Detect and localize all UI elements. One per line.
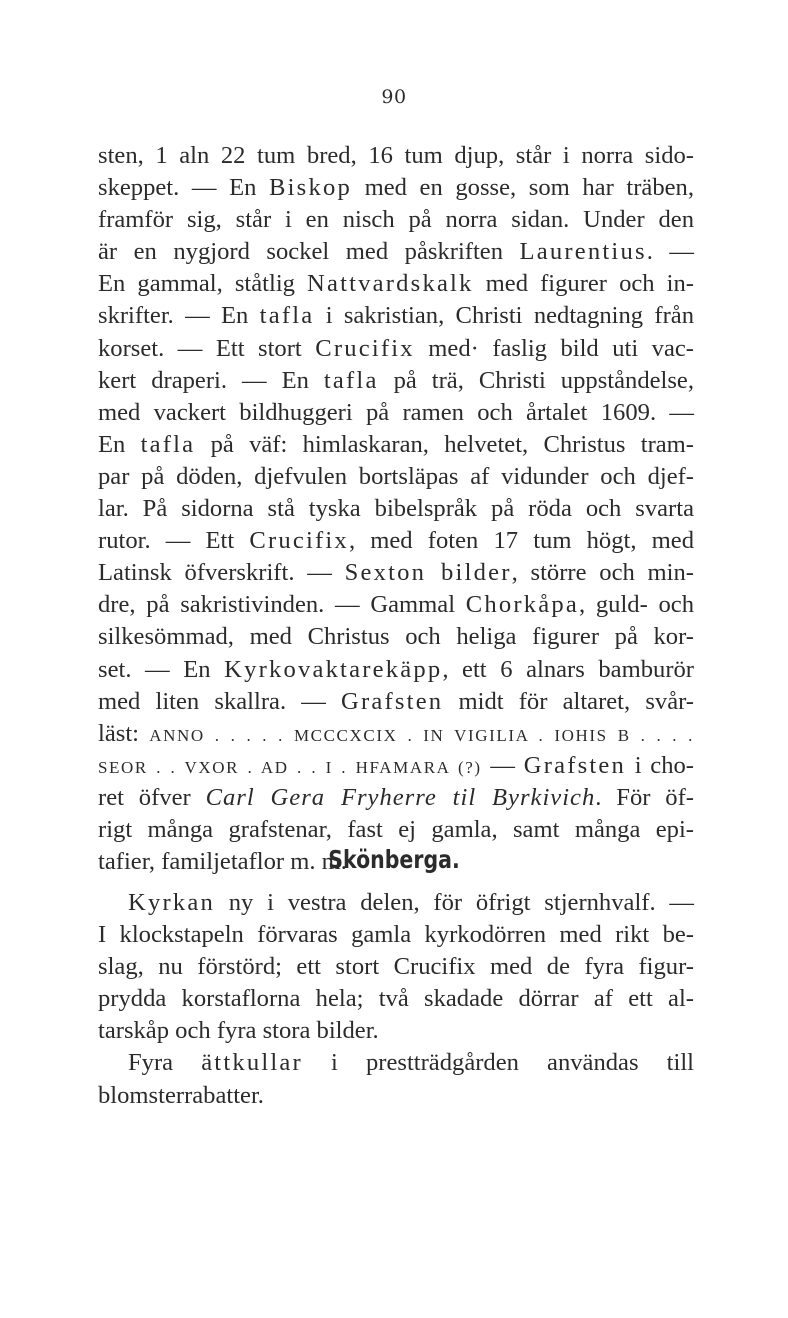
text-run: dre, på sakristivinden. — Gammal bbox=[98, 591, 466, 619]
text-run: med en gosse, som har träben, bbox=[351, 174, 694, 202]
page-number: 90 bbox=[381, 86, 407, 108]
text-line bbox=[98, 300, 694, 332]
text-run: . — bbox=[646, 238, 694, 266]
text-line bbox=[98, 204, 694, 236]
text-line bbox=[98, 686, 694, 718]
emphasized-term: Crucifix bbox=[315, 334, 415, 362]
text-run: silkesömmad, med Christus och heliga figurer på kor- bbox=[98, 623, 694, 651]
text-run: skeppet. — En bbox=[98, 174, 270, 202]
text-run: En bbox=[98, 430, 141, 458]
text-line bbox=[98, 887, 694, 919]
emphasized-term: Chorkåpa bbox=[465, 591, 579, 619]
text-line bbox=[98, 1047, 694, 1079]
emphasized-term: Biskop bbox=[269, 174, 352, 202]
text-run: rigt många grafstenar, fast ej gamla, samt många epi- bbox=[98, 815, 694, 843]
emphasized-term: Grafsten bbox=[523, 751, 627, 779]
text-run: , guld- och bbox=[578, 591, 694, 619]
text-run: med figurer och in- bbox=[473, 270, 694, 298]
italic-name: Carl Gera Fryherre til Byrkivich bbox=[205, 783, 596, 811]
emphasized-term: Nattvardskalk bbox=[307, 270, 474, 298]
text-run: tafier, familjetaflor m. m. bbox=[98, 848, 347, 876]
text-line bbox=[98, 525, 694, 557]
emphasized-term: Grafsten bbox=[341, 687, 444, 715]
text-run: , med foten 17 tum högt, med bbox=[348, 527, 695, 555]
text-line bbox=[98, 1080, 694, 1112]
emphasized-term: tafla bbox=[259, 302, 315, 330]
text-run: skrifter. — En bbox=[98, 302, 260, 330]
text-line bbox=[98, 1015, 694, 1047]
text-line bbox=[98, 782, 694, 814]
text-run: med· faslig bild uti vac- bbox=[414, 334, 694, 362]
text-run: är en nygjord sockel med påskriften bbox=[98, 238, 520, 266]
text-run: , större och min- bbox=[511, 559, 694, 587]
text-run: sten, 1 aln 22 tum bred, 16 tum djup, står i norra sido- bbox=[98, 142, 694, 169]
text-line bbox=[98, 750, 694, 782]
text-run: En gammal, ståtlig bbox=[98, 270, 308, 298]
text-run: par på döden, djefvulen bortsläpas af vidunder och djef- bbox=[98, 462, 694, 490]
text-line bbox=[98, 268, 694, 300]
inscription-text: SEOR . . VXOR . AD . . I . HFAMARA (?) bbox=[98, 757, 482, 777]
text-line bbox=[98, 951, 694, 983]
text-run: prydda korstaflorna hela; två skadade dörrar af ett al- bbox=[98, 985, 694, 1013]
emphasized-term: Sexton bilder bbox=[344, 559, 512, 587]
text-line bbox=[98, 333, 694, 365]
text-line bbox=[98, 140, 694, 172]
text-line bbox=[98, 493, 694, 525]
text-run: ny i vestra delen, för öfrigt stjernhvalf. — bbox=[214, 889, 694, 916]
paragraph-skonberga bbox=[98, 887, 694, 1112]
text-line bbox=[98, 236, 694, 268]
text-run: I klockstapeln förvaras gamla kyrkodörren med rikt be- bbox=[98, 921, 694, 949]
text-run: blomsterrabatter. bbox=[98, 1081, 264, 1109]
text-line bbox=[98, 461, 694, 493]
text-run: i prestträdgården användas till bbox=[302, 1049, 694, 1077]
text-run: , ett 6 alnars bamburör bbox=[442, 655, 694, 683]
inscription-text: ANNO . . . . . MCCCXCIX . IN VIGILIA . IOHIS B . . . . bbox=[149, 725, 694, 745]
text-run: Fyra bbox=[128, 1049, 202, 1077]
text-run: rutor. — Ett bbox=[98, 527, 250, 555]
text-line bbox=[98, 983, 694, 1015]
emphasized-term: Kyrkovaktarekäpp bbox=[224, 655, 443, 683]
text-run: tarskåp och fyra stora bilder. bbox=[98, 1017, 379, 1045]
text-run: set. — En bbox=[98, 655, 225, 683]
text-line bbox=[98, 589, 694, 621]
text-run: i cho- bbox=[626, 751, 694, 779]
text-line bbox=[98, 172, 694, 204]
text-run: lar. På sidorna stå tyska bibelspråk på röda och svarta bbox=[98, 495, 694, 523]
text-line bbox=[98, 718, 694, 750]
text-run: ret öfver bbox=[98, 783, 206, 811]
emphasized-term: ättkullar bbox=[201, 1049, 303, 1077]
text-run: på trä, Christi uppståndelse, bbox=[378, 366, 694, 394]
text-run: midt för altaret, svår- bbox=[443, 687, 695, 715]
text-run: med liten skallra. — bbox=[98, 687, 342, 715]
text-line bbox=[98, 365, 694, 397]
text-run: på väf: himlaskaran, helvetet, Christus tram- bbox=[195, 430, 695, 458]
text-run: . För öf- bbox=[595, 783, 694, 811]
emphasized-term: tafla bbox=[140, 430, 196, 458]
text-line bbox=[98, 397, 694, 429]
text-run: kert draperi. — En bbox=[98, 366, 324, 394]
text-run: läst: bbox=[98, 719, 150, 747]
emphasized-term: Laurentius bbox=[519, 238, 647, 266]
text-run: Latinsk öfverskrift. — bbox=[98, 559, 345, 587]
text-line bbox=[98, 919, 694, 951]
text-line bbox=[98, 429, 694, 461]
text-run: slag, nu förstörd; ett stort Crucifix med de fyra figur- bbox=[98, 953, 694, 981]
text-run: framför sig, står i en nisch på norra sidan. Under den bbox=[98, 206, 694, 234]
emphasized-term: tafla bbox=[323, 366, 379, 394]
emphasized-term: Crucifix bbox=[249, 527, 349, 555]
text-line bbox=[98, 557, 694, 589]
text-line bbox=[98, 621, 694, 653]
emphasized-term: Kyrkan bbox=[128, 889, 215, 916]
text-run: korset. — Ett stort bbox=[98, 334, 316, 362]
text-run: — bbox=[481, 751, 524, 779]
section-heading: Skönberga. bbox=[328, 845, 460, 874]
paragraph-church-inventory bbox=[98, 140, 694, 878]
text-line bbox=[98, 654, 694, 686]
text-run: med vackert bildhuggeri på ramen och årtalet 1609. — bbox=[98, 398, 694, 426]
text-line bbox=[98, 814, 694, 846]
text-run: i sakristian, Christi nedtagning från bbox=[314, 302, 695, 330]
